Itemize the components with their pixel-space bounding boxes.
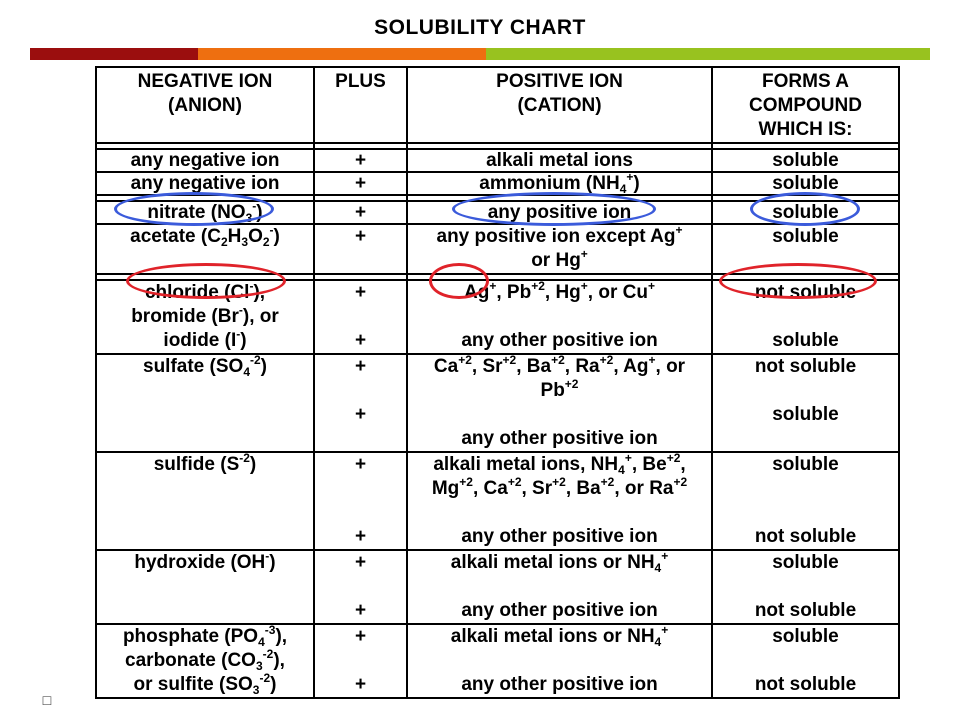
result-cell: soluble — [712, 201, 899, 224]
plus-cell: + + — [314, 624, 407, 698]
header-result: FORMS A COMPOUND WHICH IS: — [712, 67, 899, 143]
cation-cell: $Ca^{+2}$, $Sr^{+2}$, $Ba^{+2}$, $Ra^{+2}$, Ag+, or $Pb^{+2}$ any other positive ion — [407, 354, 712, 452]
result-cell: soluble not soluble — [712, 452, 899, 550]
cation-cell: Ag+, $Pb^{+2}$, Hg+, or Cu+ any other positive ion — [407, 280, 712, 354]
cation-cell: any positive ion — [407, 201, 712, 224]
table-row — [96, 201, 899, 224]
table-row — [96, 224, 899, 274]
anion-cell: sulfide $(S^{-2})$ — [96, 452, 314, 550]
plus-cell: + — [314, 201, 407, 224]
table-row — [96, 280, 899, 354]
plus-cell: + + — [314, 550, 407, 624]
result-cell: soluble — [712, 172, 899, 195]
cation-cell: ammonium $(NH_4^+)$ — [407, 172, 712, 195]
plus-cell: + + — [314, 354, 407, 452]
result-cell: soluble — [712, 149, 899, 172]
result-cell: not soluble soluble — [712, 354, 899, 452]
plus-cell: + + — [314, 452, 407, 550]
header-anion: NEGATIVE ION (ANION) — [96, 67, 314, 143]
anion-cell: nitrate $(NO_3^-)$ — [96, 201, 314, 224]
plus-cell: + + — [314, 280, 407, 354]
table-row — [96, 149, 899, 172]
cation-cell: alkali metal ions or $NH_4^+$ any other positive ion — [407, 550, 712, 624]
title-underline-orange — [198, 48, 486, 60]
anion-cell: chloride (Cl-), bromide (Br-), or iodide (I-) — [96, 280, 314, 354]
anion-cell: acetate $(C_2H_3O_2^-)$ — [96, 224, 314, 274]
result-cell: soluble not soluble — [712, 624, 899, 698]
table-row — [96, 452, 899, 550]
cation-cell: alkali metal ions — [407, 149, 712, 172]
plus-cell: + — [314, 149, 407, 172]
slide-title: SOLUBILITY CHART — [374, 16, 586, 39]
anion-cell: hydroxide (OH-) — [96, 550, 314, 624]
table-row — [96, 354, 899, 452]
table-row — [96, 624, 899, 698]
footer-placeholder-glyph: ☐ — [41, 694, 53, 708]
solubility-table — [95, 66, 900, 699]
plus-cell: + — [314, 224, 407, 274]
table-row — [96, 172, 899, 195]
anion-cell: any negative ion — [96, 149, 314, 172]
header-plus: PLUS — [314, 67, 407, 143]
table-row — [96, 550, 899, 624]
cation-cell: any positive ion except Ag+ or Hg+ — [407, 224, 712, 274]
result-cell: not soluble soluble — [712, 280, 899, 354]
cation-cell: alkali metal ions, $NH_4^+$, $Be^{+2}$, $Mg^{+2}$, $Ca^{+2}$, $Sr^{+2}$, $Ba^{+2}$, or $Ra^{+2}$ any other positive ion — [407, 452, 712, 550]
header-row — [96, 67, 899, 143]
result-cell: soluble — [712, 224, 899, 274]
result-cell: soluble not soluble — [712, 550, 899, 624]
anion-cell: phosphate $(PO_4^{-3})$, carbonate $(CO_3^{-2})$, or sulfite $(SO_3^{-2})$ — [96, 624, 314, 698]
anion-cell: sulfate $(SO_4^{-2})$ — [96, 354, 314, 452]
title-underline-red — [30, 48, 198, 60]
anion-cell: any negative ion — [96, 172, 314, 195]
cation-cell: alkali metal ions or $NH_4^+$ any other positive ion — [407, 624, 712, 698]
plus-cell: + — [314, 172, 407, 195]
header-cation: POSITIVE ION (CATION) — [407, 67, 712, 143]
title-underline-green — [486, 48, 930, 60]
